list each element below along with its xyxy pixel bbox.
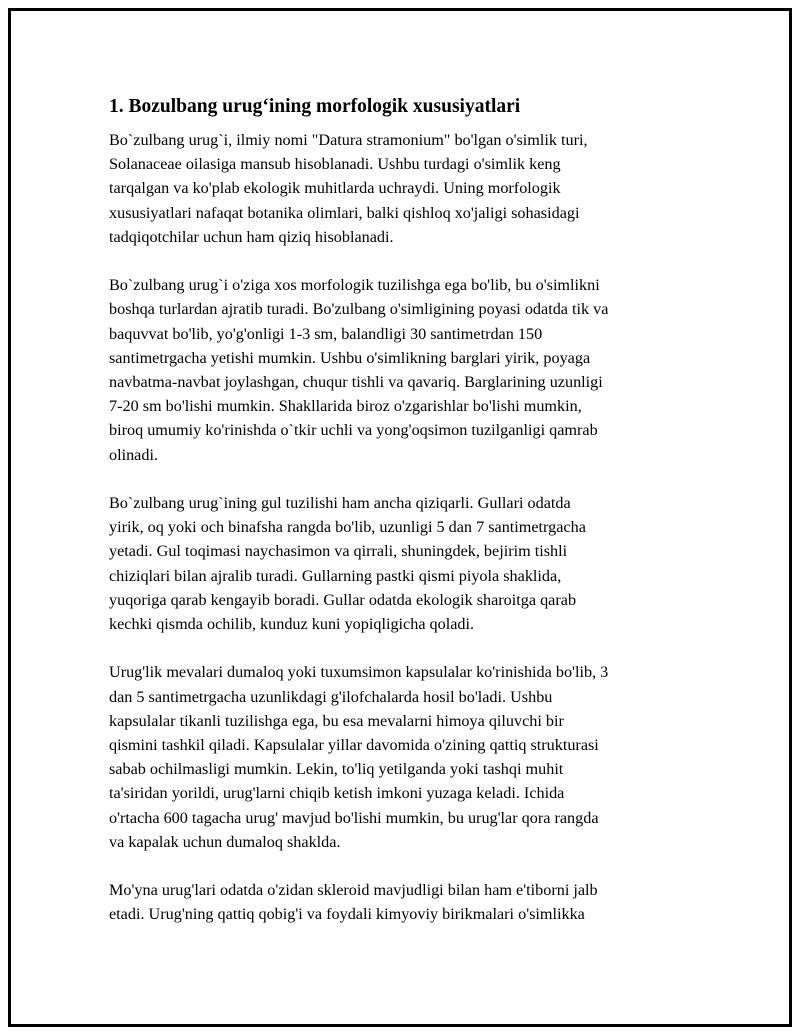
- text-line: kapsulalar tikanli tuzilishga ega, bu esa mevalarni himoya qiluvchi bir: [109, 711, 564, 730]
- text-line: baquvvat bo'lib, yo'g'onligi 1-3 sm, balandligi 30 santimetrdan 150: [109, 324, 543, 343]
- text-line: yirik, oq yoki och binafsha rangda bo'lib, uzunligi 5 dan 7 santimetrgacha: [109, 518, 586, 537]
- text-line: santimetrgacha yetishi mumkin. Ushbu o'simlikning barglari yirik, poyaga: [109, 348, 591, 367]
- text-line: xususiyatlari nafaqat botanika olimlari, balki qishloq xo'jaligi sohasidagi: [109, 203, 580, 222]
- text-line: Bo`zulbang urug`ining gul tuzilishi ham ancha qiziqarli. Gullari odatda: [109, 494, 571, 513]
- text-line: ta'siridan yorildi, urug'larni chiqib ketish imkoni yuzaga keladi. Ichida: [109, 784, 565, 803]
- paragraph: [109, 878, 694, 926]
- document-body: [109, 80, 694, 951]
- text-line: Bo`zulbang urug`i, ilmiy nomi "Datura stramonium" bo'lgan o'simlik turi,: [109, 131, 588, 149]
- text-line: Bo`zulbang urug`i o'ziga xos morfologik tuzilishga ega bo'lib, bu o'simlikni: [109, 276, 600, 295]
- text-line: Mo'yna urug'lari odatda o'zidan skleroid mavjudligi bilan ham e'tiborni jalb: [109, 881, 598, 900]
- text-line: qismini tashkil qiladi. Kapsulalar yillar davomida o'zining qattiq strukturasi: [109, 736, 599, 755]
- text-line: yetadi. Gul toqimasi naychasimon va qirrali, shuningdek, bejirim tishli: [109, 542, 568, 561]
- paragraph: [109, 273, 694, 467]
- text-line: 7-20 sm bo'lishi mumkin. Shakllarida biroz o'zgarishlar bo'lishi mumkin,: [109, 397, 582, 416]
- text-line: etadi. Urug'ning qattiq qobig'i va foydali kimyoviy birikmalari o'simlikka: [109, 905, 585, 924]
- text-line: Urug'lik mevalari dumaloq yoki tuxumsimon kapsulalar ko'rinishida bo'lib, 3: [109, 663, 609, 682]
- text-line: o'rtacha 600 tagacha urug' mavjud bo'lishi mumkin, bu urug'lar qora rangda: [109, 808, 599, 827]
- paragraph: [109, 128, 694, 249]
- paragraph: [109, 660, 694, 854]
- text-line: yuqoriga qarab kengayib boradi. Gullar odatda ekologik sharoitga qarab: [109, 590, 577, 609]
- text-line: sabab ochilmasligi mumkin. Lekin, to'liq yetilganda yoki tashqi muhit: [109, 760, 564, 779]
- text-line: va kapalak uchun dumaloq shaklda.: [109, 832, 341, 851]
- text-line: tadqiqotchilar uchun ham qiziq hisoblanadi.: [109, 227, 394, 246]
- text-line: tarqalgan va ko'plab ekologik muhitlarda uchraydi. Uning morfologik: [109, 179, 561, 198]
- text-line: olinadi.: [109, 445, 159, 464]
- section-heading: 1. Bozulbang urug‘ining morfologik xususiyatlari: [109, 96, 521, 117]
- text-line: chiziqlari bilan ajralib turadi. Gullarning pastki qismi piyola shaklida,: [109, 566, 562, 585]
- text-line: dan 5 santimetrgacha uzunlikdagi g'ilofchalarda hosil bo'ladi. Ushbu: [109, 687, 553, 706]
- text-line: kechki qismda ochilib, kunduz kuni yopiqligicha qoladi.: [109, 615, 475, 634]
- paragraph: [109, 491, 694, 636]
- text-line: boshqa turlardan ajratib turadi. Bo'zulbang o'simligining poyasi odatda tik va: [109, 300, 609, 319]
- text-line: Solanaceae oilasiga mansub hisoblanadi. Ushbu turdagi o'simlik keng: [109, 155, 561, 174]
- text-line: biroq umumiy ko'rinishda o`tkir uchli va yong'oqsimon tuzilganligi qamrab: [109, 421, 598, 440]
- text-line: navbatma-navbat joylashgan, chuqur tishli va qavariq. Barglarining uzunligi: [109, 373, 603, 392]
